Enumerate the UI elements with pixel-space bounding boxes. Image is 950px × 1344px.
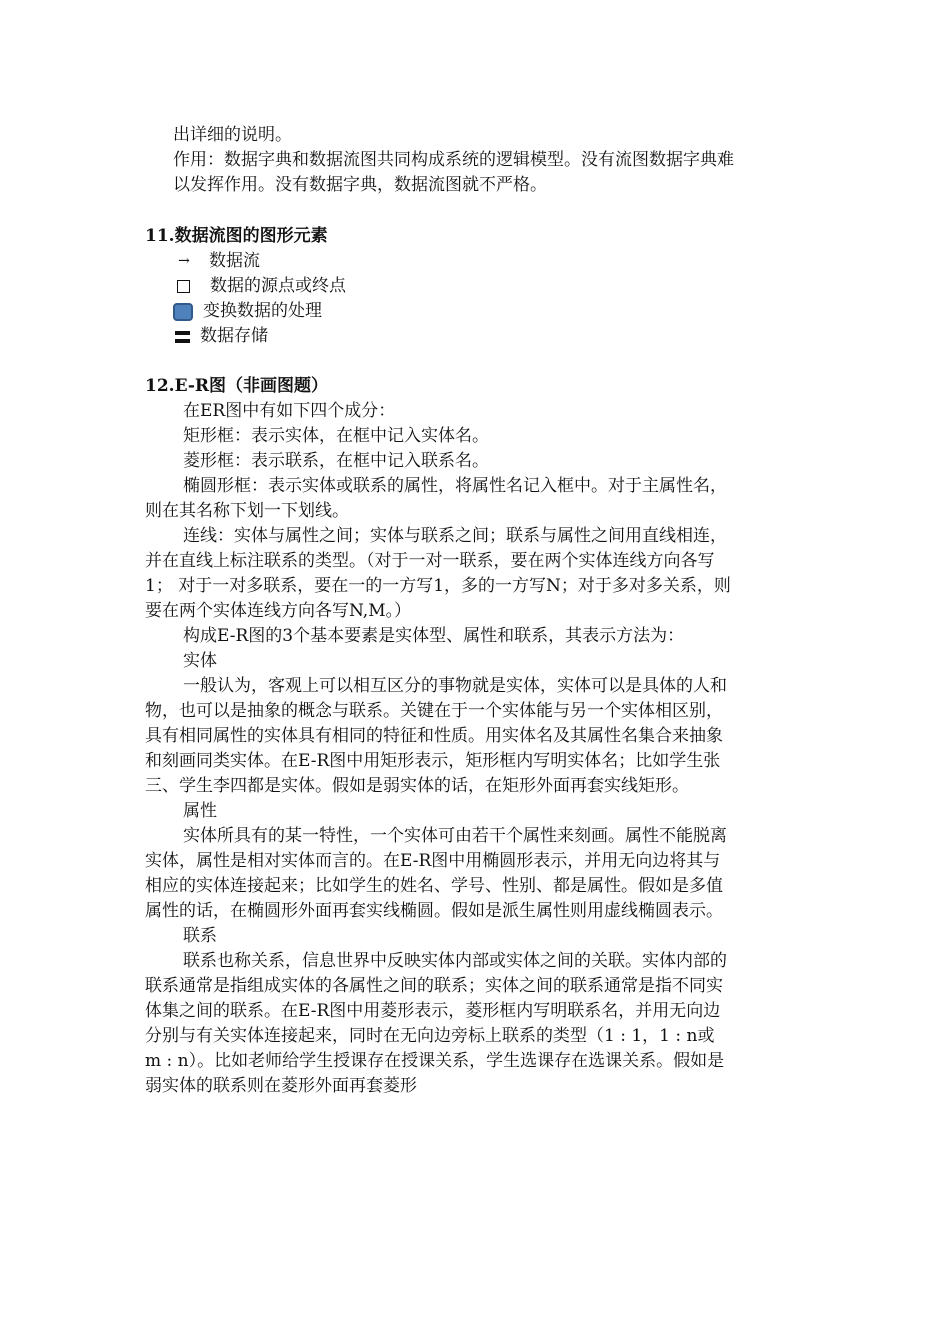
intro-line: 作用：数据字典和数据流图共同构成系统的逻辑模型。没有流图数据字典难 xyxy=(173,150,734,170)
arrow-icon: → xyxy=(178,253,190,269)
data-store-icon xyxy=(175,331,190,343)
paragraph-line: 体集之间的联系。在E-R图中用菱形表示，菱形框内写明联系名，并用无向边 xyxy=(145,1001,721,1021)
paragraph-line: 属性的话，在椭圆形外面再套实线椭圆。假如是派生属性则用虚线椭圆表示。 xyxy=(145,901,723,921)
legend-item-data-flow xyxy=(173,249,835,274)
paragraph-line: 弱实体的联系则在菱形外面再套菱形 xyxy=(145,1076,417,1096)
paragraph-line: 实体，属性是相对实体而言的。在E-R图中用椭圆形表示，并用无向边将其与 xyxy=(145,851,721,871)
legend-item-source-sink xyxy=(173,274,835,299)
legend-label: 数据的源点或终点 xyxy=(210,276,346,296)
paragraph-line: 1； 对于一对多联系，要在一的一方写1，多的一方写N；对于多对多关系，则 xyxy=(145,576,731,596)
square-icon xyxy=(177,280,190,293)
paragraph-line: 和刻画同类实体。在E-R图中用矩形表示，矩形框内写明实体名；比如学生张 xyxy=(145,751,721,771)
paragraph-line: 菱形框：表示联系，在框中记入联系名。 xyxy=(183,451,489,471)
paragraph-line: 联系通常是指组成实体的各属性之间的联系；实体之间的联系通常是指不同实 xyxy=(145,976,723,996)
paragraph-line: 三、学生李四都是实体。假如是弱实体的话，在矩形外面再套实线矩形。 xyxy=(145,776,689,796)
subheading-entity: 实体 xyxy=(183,651,217,671)
section-12-heading: 12.E-R图（非画图题） xyxy=(145,376,329,396)
paragraph-line: 联系也称关系，信息世界中反映实体内部或实体之间的关联。实体内部的 xyxy=(183,951,727,971)
paragraph-line: 在ER图中有如下四个成分： xyxy=(183,401,396,421)
subheading-attribute: 属性 xyxy=(183,801,217,821)
legend-label: 变换数据的处理 xyxy=(203,301,322,321)
legend-label: 数据存储 xyxy=(200,326,268,346)
legend-label: 数据流 xyxy=(209,251,260,271)
paragraph-line: 一般认为，客观上可以相互区分的事物就是实体，实体可以是具体的人和 xyxy=(183,676,727,696)
paragraph-line: 分别与有关实体连接起来，同时在无向边旁标上联系的类型（1 : 1，1 : n或 xyxy=(145,1026,715,1046)
paragraph-line: 并在直线上标注联系的类型。（对于一对一联系，要在两个实体连线方向各写 xyxy=(145,551,715,571)
paragraph-line: 具有相同属性的实体具有相同的特征和性质。用实体名及其属性名集合来抽象 xyxy=(145,726,723,746)
subheading-relationship: 联系 xyxy=(183,926,217,946)
rounded-rect-icon xyxy=(173,303,193,321)
paragraph-line: 构成E-R图的3个基本要素是实体型、属性和联系，其表示方法为： xyxy=(183,626,685,646)
section-11-heading: 11.数据流图的图形元素 xyxy=(145,226,328,246)
paragraph-line: 连线：实体与属性之间；实体与联系之间；联系与属性之间用直线相连， xyxy=(183,526,727,546)
paragraph-line: m : n）。比如老师给学生授课存在授课关系，学生选课存在选课关系。假如是 xyxy=(145,1051,725,1071)
intro-line: 出详细的说明。 xyxy=(173,125,292,145)
paragraph-line: 椭圆形框：表示实体或联系的属性，将属性名记入框中。对于主属性名， xyxy=(183,476,727,496)
paragraph-line: 实体所具有的某一特性，一个实体可由若干个属性来刻画。属性不能脱离 xyxy=(183,826,727,846)
paragraph-line: 则在其名称下划一下划线。 xyxy=(145,501,349,521)
legend-item-process xyxy=(173,299,835,324)
paragraph-line: 物，也可以是抽象的概念与联系。关键在于一个实体能与另一个实体相区别， xyxy=(145,701,723,721)
intro-line: 以发挥作用。没有数据字典，数据流图就不严格。 xyxy=(173,175,547,195)
paragraph-line: 相应的实体连接起来；比如学生的姓名、学号、性别、都是属性。假如是多值 xyxy=(145,876,723,896)
paragraph-line: 矩形框：表示实体，在框中记入实体名。 xyxy=(183,426,489,446)
paragraph-line: 要在两个实体连线方向各写N,M。） xyxy=(145,601,412,621)
legend-item-data-store xyxy=(173,324,835,349)
